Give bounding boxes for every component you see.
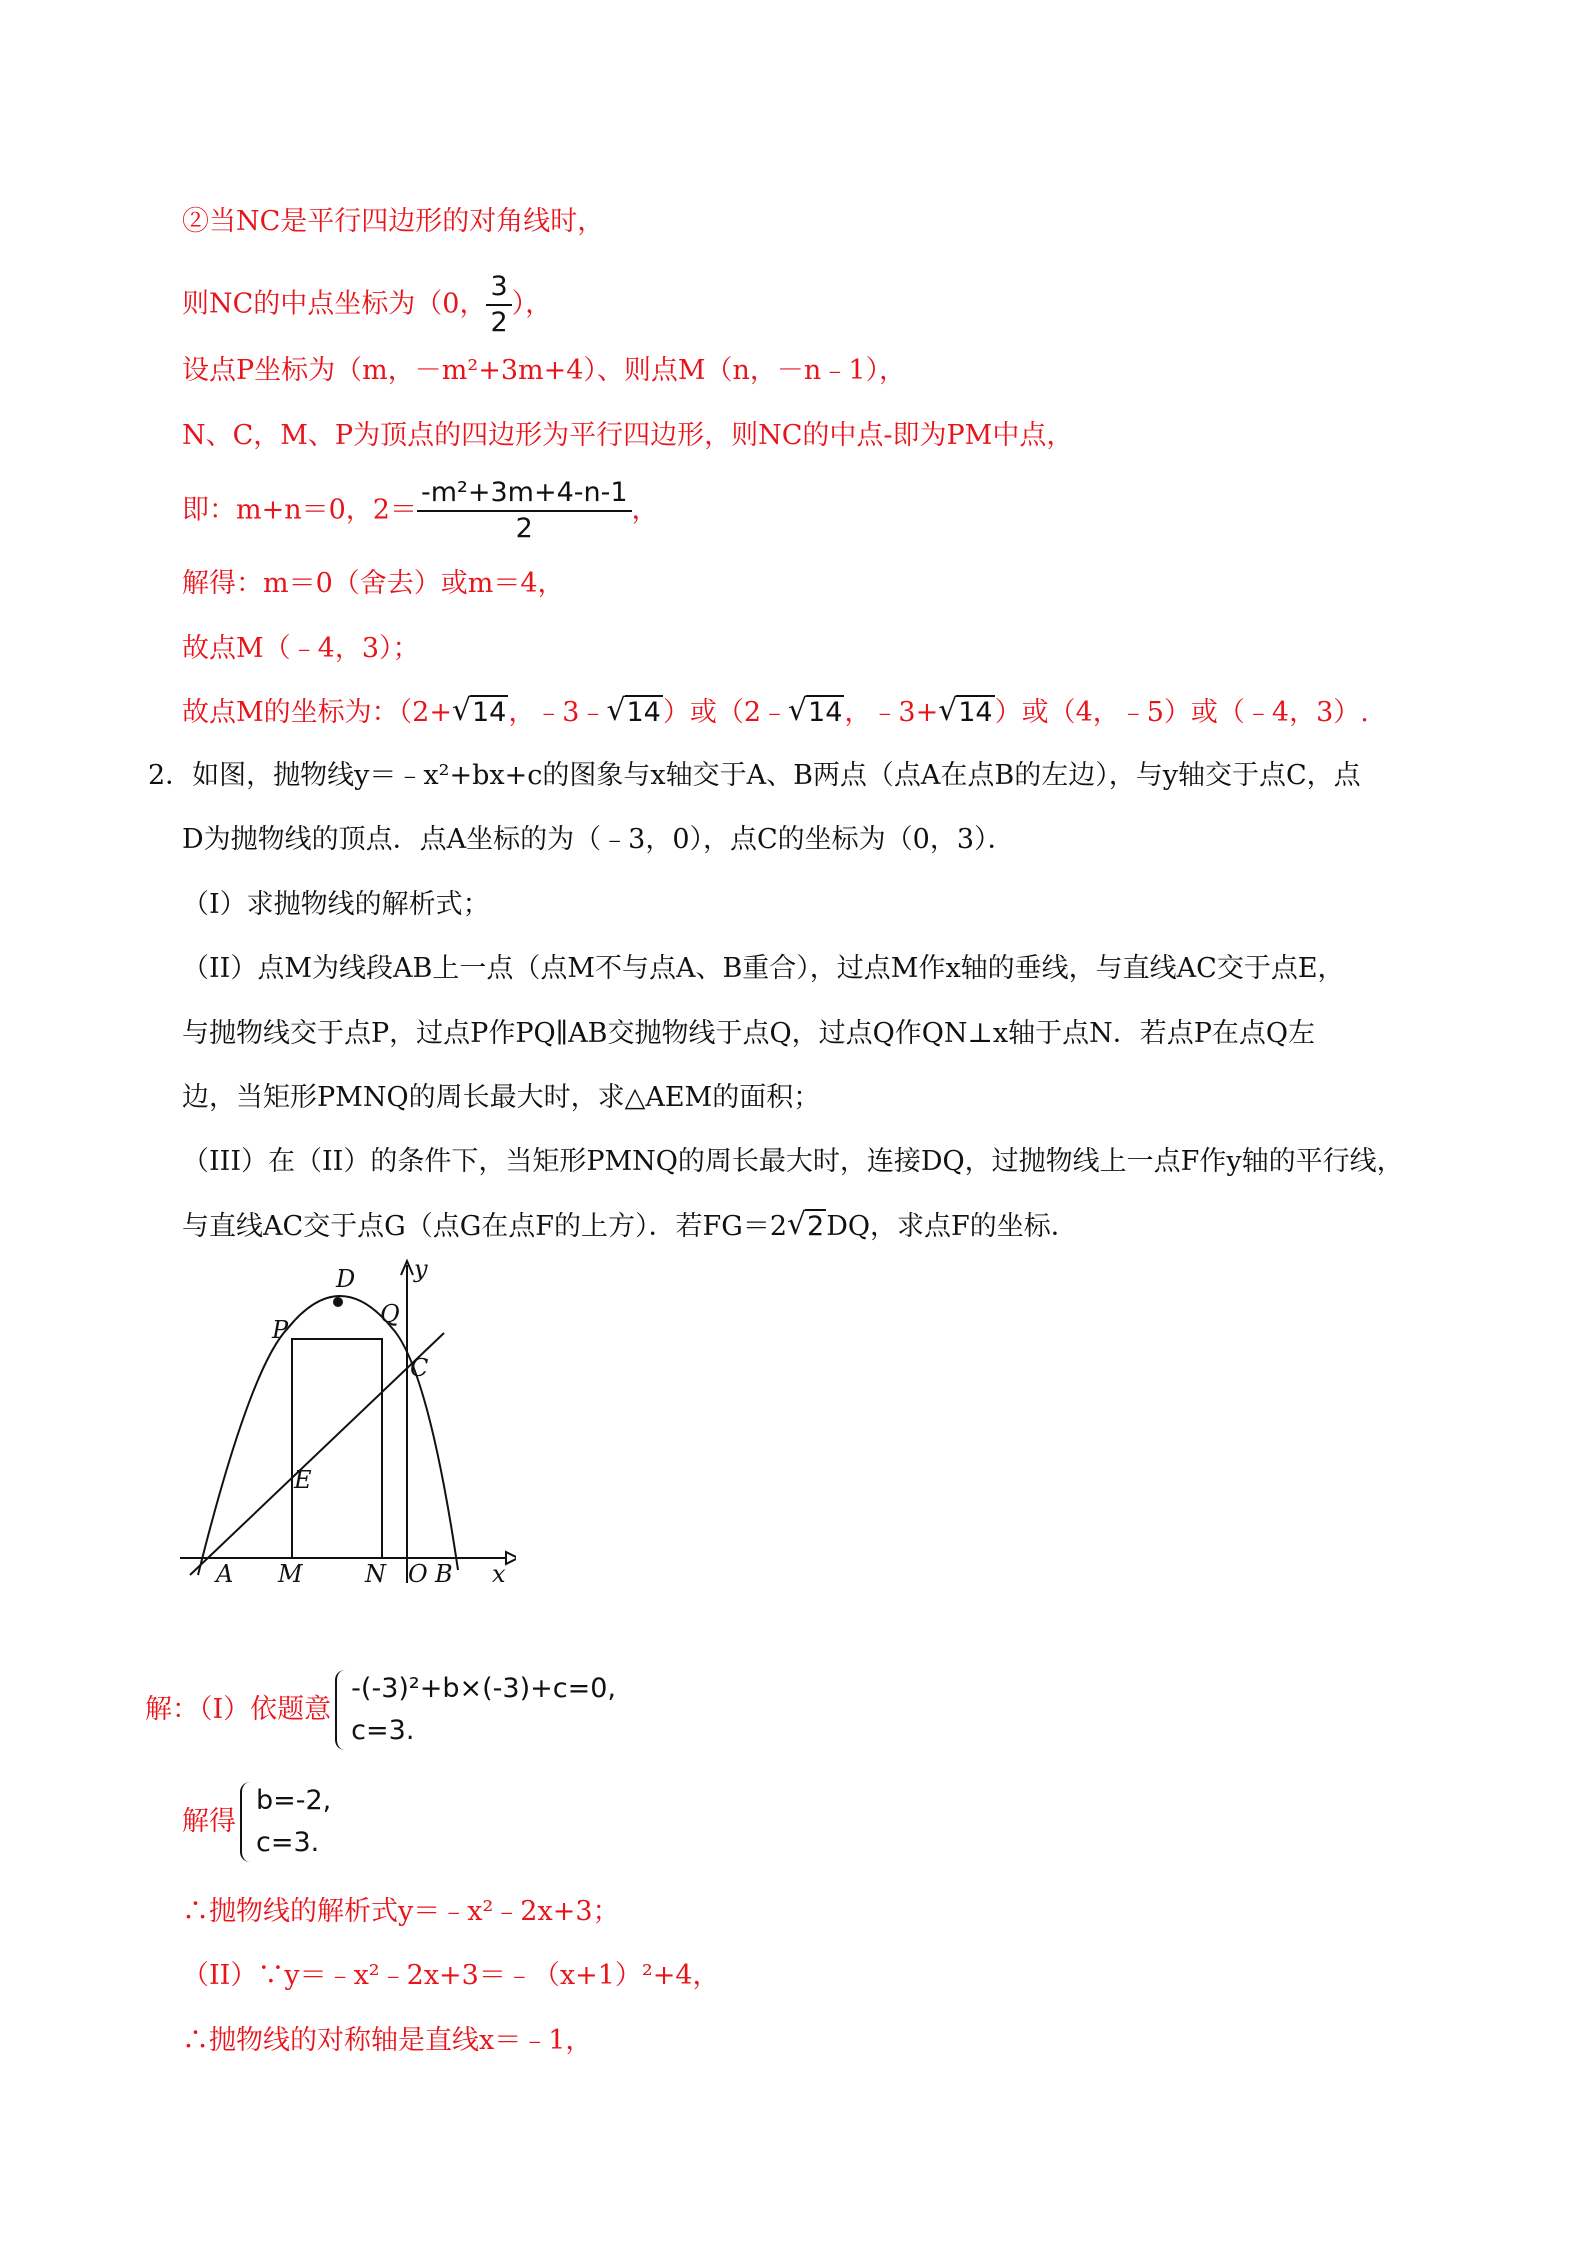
question-2-part-3-line-1: （III）在（II）的条件下，当矩形PMNQ的周长最大时，连接DQ，过抛物线上一点F作y轴的平行线， [182,1146,1404,1177]
solution-line-point-m: 故点M（﹣4，3）； [182,633,420,664]
parabola-figure [176,1255,516,1590]
question-2-part-2-line-3: 边，当矩形PMNQ的周长最大时，求△AEM的面积； [182,1082,821,1113]
x-axis-arrow-icon [506,1552,516,1564]
solution-line-nc-midpoint: 则NC的中点坐标为（0， $\frac{3}{2}$ ）， [182,271,553,338]
solution-line-parallelogram: N、C，M、P为顶点的四边形为平行四边形，则NC的中点-即为PM中点， [182,420,1074,451]
rectangle-pmnq [292,1339,382,1558]
label-b: B [435,1560,453,1588]
sqrt-14-c: √ 14 [788,695,844,731]
question-2-part-2-line-2: 与抛物线交于点P，过点P作PQ∥AB交抛物线于点Q，过点Q作QN⊥x轴于点N．若点P在点Q左 [182,1018,1316,1049]
solution-parabola-expression: ∴抛物线的解析式y＝﹣x²﹣2x+3； [182,1896,620,1927]
sqrt-14-b: √ 14 [607,695,663,731]
label-c: C [410,1354,429,1382]
fraction-equation: $\frac{\text{-m²+3m+4-n-1}}{2}$ [417,476,632,546]
solution-line-set-p: 设点P坐标为（m，－m²+3m+4）、则点M（n，－n﹣1）， [182,355,907,386]
question-2-part-2-line-1: （II）点M为线段AB上一点（点M不与点A、B重合），过点M作x轴的垂线，与直线AC交于点E， [182,953,1345,984]
equation-system-1: -(-3)²+b×(-3)+c=0, c=3. [331,1668,616,1752]
label-x: x [492,1560,506,1588]
sqrt-2: √ 2 [787,1209,826,1245]
equation-system-2: b=-2, c=3. [236,1780,331,1864]
solution-line-equation: 即：m+n＝0，2＝ $\frac{\text{-m²+3m+4-n-1}}{2}$ ， [182,477,659,544]
fraction-three-halves: $\frac{3}{2}$ [486,270,511,340]
question-2-part-3-line-2: 与直线AC交于点G（点G在点F的上方）．若FG＝2√ 2DQ，求点F的坐标． [182,1209,1078,1245]
question-2-line-2: D为抛物线的顶点．点A坐标的为（﹣3，0），点C的坐标为（0，3）． [182,824,1015,855]
parabola-curve [198,1296,458,1575]
label-q: Q [380,1300,400,1328]
label-m: M [278,1560,303,1588]
solution-part-1-setup: 解：（I）依题意 -(-3)²+b×(-3)+c=0, c=3. [145,1668,616,1752]
solution-part-2-vertex-form: （II）∵y＝﹣x²﹣2x+3＝﹣（x+1）²+4， [182,1960,720,1991]
question-2-line-1: 2．如图，抛物线y＝﹣x²+bx+c的图象与x轴交于A、B两点（点A在点B的左边），与y轴交于点C，点 [148,760,1361,791]
solution-axis-of-symmetry: ∴抛物线的对称轴是直线x＝﹣1， [182,2025,593,2056]
label-n: N [365,1560,386,1588]
sqrt-14-a: √ 14 [452,695,508,731]
vertex-d-point [333,1297,343,1307]
label-e: E [294,1466,312,1494]
label-a: A [216,1560,234,1588]
question-2-part-1: （I）求抛物线的解析式； [182,889,490,920]
label-o: O [408,1560,428,1588]
label-p: P [272,1316,289,1344]
sqrt-14-d: √ 14 [938,695,994,731]
label-d: D [336,1265,356,1293]
line-ac [190,1333,444,1575]
label-y: y [414,1255,428,1283]
solution-line-m-coordinates: 故点M的坐标为：（2+√ 14，﹣3﹣√ 14）或（2﹣√ 14，﹣3+√ 14）或（4，﹣5）或（﹣4，3）. [182,695,1369,731]
solution-part-1-solved: 解得 b=-2, c=3. [182,1780,331,1864]
solution-line-solve-m: 解得：m＝0（舍去）或m＝4， [182,568,565,599]
solution-line-nc-diagonal: ②当NC是平行四边形的对角线时， [182,206,605,237]
